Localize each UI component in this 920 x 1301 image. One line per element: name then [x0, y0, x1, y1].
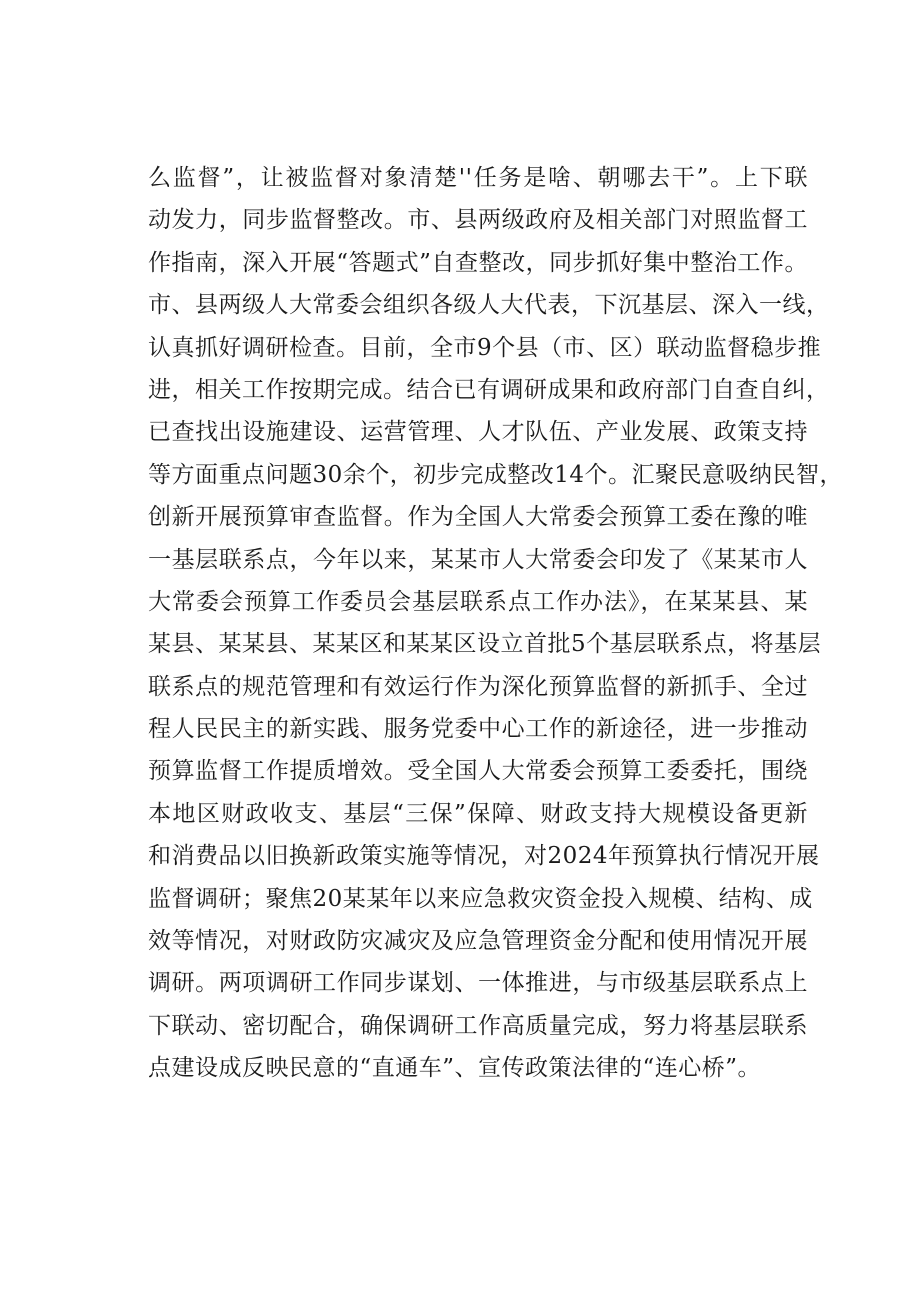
- text-line-19: 效等情况，对财政防灾减灾及应急管理资金分配和使用情况开展: [148, 928, 808, 955]
- text-line-18: 监督调研；聚焦20某某年以来应急救灾资金投入规模、结构、成: [148, 885, 813, 912]
- text-line-6: 进，相关工作按期完成。结合已有调研成果和政府部门自查自纠，: [148, 376, 830, 403]
- text-line-15: 预算监督工作提质增效。受全国人大常委会预算工委委托，围绕: [148, 758, 808, 785]
- text-line-2: 动发力，同步监督整改。市、县两级政府及相关部门对照监督工: [148, 207, 808, 234]
- text-line-16: 本地区财政收支、基层“三保”保障、财政支持大规模设备更新: [148, 800, 808, 827]
- text-line-17: 和消费品以旧换新政策实施等情况，对2024年预算执行情况开展: [148, 843, 820, 870]
- text-line-13: 联系点的规范管理和有效运行作为深化预算监督的新抓手、全过: [148, 673, 808, 700]
- text-line-10: 一基层联系点，今年以来，某某市人大常委会印发了《某某市人: [148, 546, 808, 573]
- text-line-9: 创新开展预算审查监督。作为全国人大常委会预算工委在豫的唯: [148, 504, 808, 531]
- text-line-8: 等方面重点问题30余个，初步完成整改14个。汇聚民意吸纳民智，: [148, 461, 844, 488]
- text-line-1: 么监督”，让被监督对象清楚''任务是啥、朝哪去干”。上下联: [148, 165, 808, 191]
- text-line-20: 调研。两项调研工作同步谋划、一体推进，与市级基层联系点上: [148, 970, 808, 997]
- text-line-11: 大常委会预算工作委员会基层联系点工作办法》，在某某县、某: [148, 588, 808, 615]
- text-line-21: 下联动、密切配合，确保调研工作高质量完成，努力将基层联系: [148, 1012, 808, 1039]
- text-line-12: 某县、某某县、某某区和某某区设立首批5个基层联系点，将基层: [148, 631, 822, 658]
- text-line-7: 已查找出设施建设、运营管理、人才队伍、产业发展、政策支持: [148, 419, 808, 446]
- text-line-5: 认真抓好调研检查。目前，全市9个县（市、区）联动监督稳步推: [148, 334, 822, 361]
- text-line-3: 作指南，深入开展“答题式”自查整改，同步抓好集中整治工作。: [148, 249, 808, 276]
- text-line-14: 程人民民主的新实践、服务党委中心工作的新途径，进一步推动: [148, 716, 808, 743]
- text-line-22: 点建设成反映民意的“直通车”、宣传政策法律的“连心桥”。: [148, 1055, 762, 1082]
- body-paragraph: [148, 157, 844, 1090]
- text-line-4: 市、县两级人大常委会组织各级人大代表，下沉基层、深入一线，: [148, 292, 830, 319]
